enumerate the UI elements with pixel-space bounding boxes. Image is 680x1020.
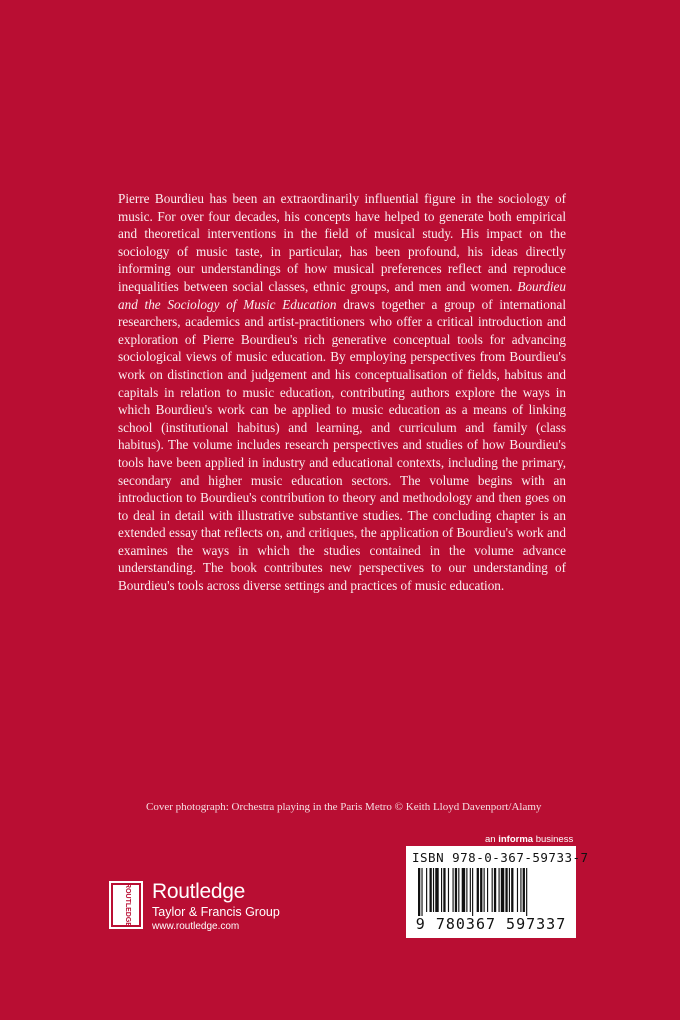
barcode-bar [418, 868, 420, 916]
barcode-bar [484, 868, 485, 912]
barcode-bar [477, 868, 479, 912]
routledge-logo-icon [108, 880, 144, 930]
publisher-name: Routledge [152, 880, 246, 903]
barcode-bar [520, 868, 521, 912]
barcode-bar [511, 868, 513, 912]
book-title-italic: Bourdieu and the Sociology of Music Education [118, 278, 566, 312]
barcode-bar [526, 868, 527, 916]
barcode-bar [472, 868, 473, 916]
barcode-bar [441, 868, 442, 912]
barcode-bar [505, 868, 507, 912]
barcode-digits: 9 780367 597337 [415, 915, 567, 933]
barcode-bar [430, 868, 432, 912]
barcode-bar [455, 868, 457, 912]
barcode-bar [494, 868, 496, 912]
barcode-bar [448, 868, 449, 912]
barcode-bar [433, 868, 434, 912]
barcode-bar [487, 868, 488, 912]
barcode-bar [458, 868, 459, 912]
informa-prefix: an [485, 834, 499, 845]
informa-business-label [485, 834, 573, 845]
barcode-bar [523, 868, 525, 912]
back-cover-blurb [118, 190, 566, 595]
barcode-bar [462, 868, 465, 912]
isbn-label: ISBN 978-0-367-59733-7 [412, 850, 589, 865]
publisher-group: Taylor & Francis Group [152, 905, 280, 919]
blurb-text-part1: Pierre Bourdieu has been an extraordinarily influential figure in the sociology of music. For over four decades, his concepts have helped to generate both empirical and theoretical interventions in the field of musical study. His impact on the sociology of music taste, in particular, has been profound, his ideas directly informing our understandings of how musical preferences reflect and reproduce inequalities between social classes, ethnic groups, and men and women. [118, 191, 566, 294]
barcode-bar [499, 868, 500, 912]
barcode-bar [509, 868, 510, 912]
informa-brand: informa [498, 834, 534, 845]
barcode-bar [426, 868, 427, 912]
isbn-barcode [406, 846, 589, 938]
barcode-bar [421, 868, 422, 916]
barcode-bars [418, 868, 564, 916]
barcode-bar [466, 868, 467, 912]
blurb-text-part2: draws together a group of international researchers, academics and artist-practitioners who offer a critical introduction and exploration of Pierre Bourdieu's rich generative conceptual tools for advancing sociological views of music education. By employing perspectives from Bourdieu's work on distinction and judgement and his conceptualisation of fields, habitus and capitals in relation to music education, contributing authors explore the ways in which Bourdieu's work can be applied to music education as a means of linking school (institutional habitus) and learning, and curriculum and family (class habitus). The volume includes research perspectives and studies of how Bourdieu's tools have been applied in industry and educational contexts, including the primary, secondary and higher music education sectors. The volume begins with an introduction to Bourdieu's contribution to theory and methodology and then goes on to deal in detail with illustrative substantive studies. The concluding chapter is an extended essay that reflects on, and critiques, the application of Bourdieu's work and examines the ways in which the studies contained in the volume advance understanding. The book contributes new perspectives to our understanding of Bourdieu's tools across diverse settings and practices of music education. [118, 296, 567, 594]
barcode-bar [443, 868, 445, 912]
logo-wordmark: ROUTLEDGE [124, 883, 131, 927]
barcode-bar [435, 868, 438, 912]
barcode-bar [517, 868, 518, 912]
barcode-bar [501, 868, 504, 912]
barcode-bar [453, 868, 454, 912]
barcode-bar [480, 868, 482, 912]
informa-suffix: business [533, 834, 574, 845]
publisher-url[interactable]: www.routledge.com [152, 921, 240, 932]
barcode-bar [492, 868, 493, 912]
barcode-bar [470, 868, 471, 912]
publisher-block [152, 880, 280, 934]
cover-photo-credit: Cover photograph: Orchestra playing in the Paris Metro © Keith Lloyd Davenport/Alamy [146, 801, 542, 813]
